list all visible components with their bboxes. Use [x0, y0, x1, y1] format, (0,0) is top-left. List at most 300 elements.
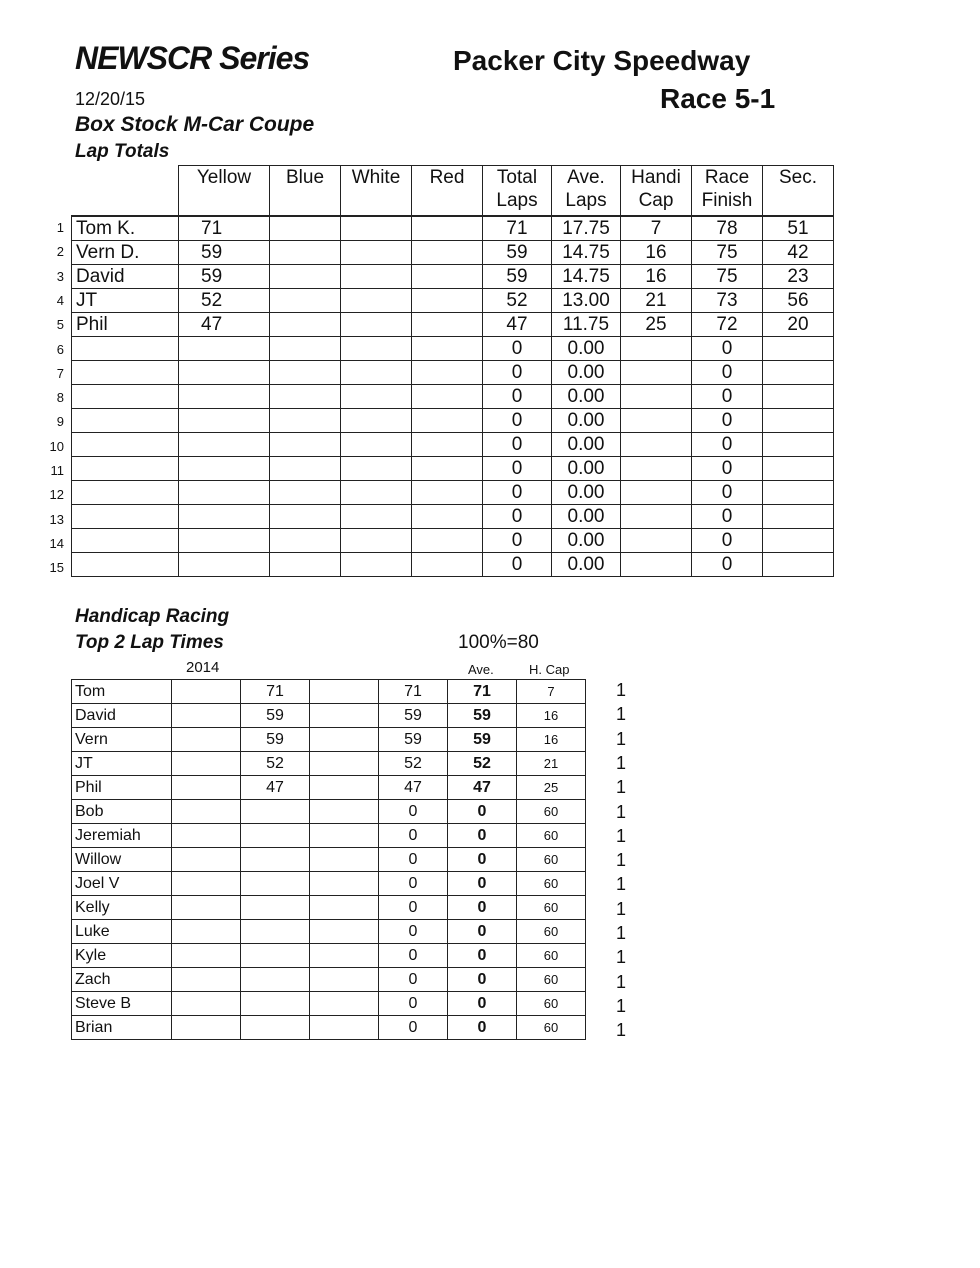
cell-sec: [763, 457, 834, 481]
cell-yellow: [179, 337, 270, 361]
hcell-c2: [241, 848, 310, 872]
cell-red: [412, 385, 483, 409]
cell-white: [341, 241, 412, 265]
hcell-ave: 0: [448, 800, 517, 824]
cell-total: 0: [483, 481, 552, 505]
row-number: 15: [49, 560, 64, 576]
handicap-row: [72, 752, 586, 776]
cell-yellow: [179, 457, 270, 481]
cell-ave: 0.00: [552, 481, 621, 505]
cell-yellow: [179, 505, 270, 529]
lap-totals-table: [71, 165, 834, 577]
cell-finish: 0: [692, 481, 763, 505]
hcell-hcap: 60: [517, 824, 586, 848]
cell-hcap: 25: [621, 313, 692, 337]
hcell-c2: [241, 968, 310, 992]
hcell-hcap: 60: [517, 920, 586, 944]
row-number: 7: [56, 365, 64, 381]
cell-finish: 75: [692, 265, 763, 289]
cell-blue: [270, 433, 341, 457]
cell-name: David: [72, 265, 179, 289]
hcell-name: David: [72, 704, 172, 728]
cell-blue: [270, 216, 341, 241]
cell-blue: [270, 457, 341, 481]
hcell-c3: [310, 752, 379, 776]
hcell-hcap: 16: [517, 704, 586, 728]
column-header: Race Finish: [692, 166, 763, 217]
row-number: 8: [56, 390, 64, 406]
section-title: Lap Totals: [75, 141, 170, 162]
cell-ave: 0.00: [552, 361, 621, 385]
cell-ave: 17.75: [552, 216, 621, 241]
cell-name: [72, 337, 179, 361]
row-number: 6: [56, 341, 64, 357]
cell-red: [412, 529, 483, 553]
hcell-name: Brian: [72, 1016, 172, 1040]
hcell-c1: [172, 992, 241, 1016]
cell-red: [412, 553, 483, 577]
table-row: [72, 337, 834, 361]
cell-sec: [763, 409, 834, 433]
hcell-ave: 71: [448, 680, 517, 704]
cell-finish: 0: [692, 433, 763, 457]
hcell-c4: 0: [379, 824, 448, 848]
cell-sec: 42: [763, 241, 834, 265]
lap-totals-header: [72, 166, 834, 217]
cell-ave: 0.00: [552, 337, 621, 361]
cell-ave: 0.00: [552, 433, 621, 457]
cell-white: [341, 216, 412, 241]
cell-sec: [763, 337, 834, 361]
table-row: [72, 361, 834, 385]
hcell-hcap: 21: [517, 752, 586, 776]
hcell-ave: 0: [448, 944, 517, 968]
cell-blue: [270, 505, 341, 529]
handicap-flag: 1: [616, 898, 627, 919]
hcell-c1: [172, 944, 241, 968]
cell-white: [341, 553, 412, 577]
cell-hcap: [621, 481, 692, 505]
hcell-name: Steve B: [72, 992, 172, 1016]
cell-yellow: 52: [179, 289, 270, 313]
handicap-row: [72, 704, 586, 728]
cell-ave: 11.75: [552, 313, 621, 337]
hcell-c1: [172, 848, 241, 872]
hcell-hcap: 16: [517, 728, 586, 752]
hcell-c4: 52: [379, 752, 448, 776]
cell-total: 0: [483, 337, 552, 361]
cell-name: [72, 505, 179, 529]
hcell-c1: [172, 896, 241, 920]
cell-white: [341, 481, 412, 505]
handicap-row: [72, 728, 586, 752]
cell-red: [412, 265, 483, 289]
table-row: [72, 216, 834, 241]
hcell-hcap: 60: [517, 848, 586, 872]
cell-white: [341, 505, 412, 529]
hcell-c1: [172, 824, 241, 848]
year-label: 2014: [186, 659, 220, 676]
handicap-flag: 1: [616, 752, 627, 773]
handicap-row: [72, 800, 586, 824]
handicap-flag: 1: [616, 728, 627, 749]
hcell-name: Joel V: [72, 872, 172, 896]
cell-yellow: 71: [179, 216, 270, 241]
series-logo: NEWSCR Series: [75, 40, 310, 76]
handicap-flag: 1: [616, 874, 627, 895]
hcell-name: Jeremiah: [72, 824, 172, 848]
row-number: 5: [56, 317, 64, 333]
cell-name: [72, 481, 179, 505]
cell-yellow: [179, 553, 270, 577]
cell-yellow: [179, 385, 270, 409]
cell-blue: [270, 289, 341, 313]
cell-name: Vern D.: [72, 241, 179, 265]
column-header: White: [341, 166, 412, 217]
cell-sec: [763, 433, 834, 457]
cell-total: 0: [483, 505, 552, 529]
hcell-ave: 0: [448, 896, 517, 920]
cell-total: 71: [483, 216, 552, 241]
cell-total: 0: [483, 385, 552, 409]
hcell-c4: 0: [379, 800, 448, 824]
cell-hcap: [621, 409, 692, 433]
handicap-row: [72, 1016, 586, 1040]
handicap-flag: 1: [616, 850, 627, 871]
cell-blue: [270, 361, 341, 385]
cell-ave: 0.00: [552, 505, 621, 529]
hcell-c2: [241, 944, 310, 968]
cell-finish: 0: [692, 385, 763, 409]
cell-sec: [763, 529, 834, 553]
handicap-row: [72, 920, 586, 944]
hcell-c4: 47: [379, 776, 448, 800]
cell-name: [72, 553, 179, 577]
column-header: [72, 166, 179, 217]
hcell-c1: [172, 776, 241, 800]
cell-name: [72, 385, 179, 409]
cell-red: [412, 505, 483, 529]
cell-finish: 73: [692, 289, 763, 313]
cell-blue: [270, 553, 341, 577]
handicap-row: [72, 992, 586, 1016]
hcell-hcap: 60: [517, 992, 586, 1016]
cell-white: [341, 313, 412, 337]
cell-red: [412, 457, 483, 481]
cell-finish: 0: [692, 529, 763, 553]
table-row: [72, 409, 834, 433]
cell-total: 59: [483, 265, 552, 289]
handicap-row: [72, 944, 586, 968]
cell-finish: 0: [692, 553, 763, 577]
cell-red: [412, 241, 483, 265]
race-label: Race 5-1: [660, 83, 776, 114]
hcell-c4: 0: [379, 896, 448, 920]
hcell-ave: 0: [448, 872, 517, 896]
cell-hcap: [621, 457, 692, 481]
cell-yellow: [179, 361, 270, 385]
hcell-c3: [310, 872, 379, 896]
table-row: [72, 457, 834, 481]
hcell-c3: [310, 1016, 379, 1040]
column-header: Handi Cap: [621, 166, 692, 217]
cell-total: 0: [483, 361, 552, 385]
hcell-c4: 59: [379, 704, 448, 728]
row-number: 3: [56, 268, 64, 284]
hcell-c2: 52: [241, 752, 310, 776]
hcell-c1: [172, 680, 241, 704]
table-row: [72, 385, 834, 409]
cell-sec: [763, 505, 834, 529]
handicap-flag: 1: [616, 704, 627, 725]
cell-red: [412, 313, 483, 337]
hcell-name: Vern: [72, 728, 172, 752]
hcell-c2: [241, 920, 310, 944]
cell-sec: [763, 385, 834, 409]
handicap-row: [72, 968, 586, 992]
hcell-c2: [241, 800, 310, 824]
handicap-flag: 1: [616, 777, 627, 798]
table-row: [72, 481, 834, 505]
hcell-ave: 0: [448, 1016, 517, 1040]
handicap-row: [72, 824, 586, 848]
hcell-name: JT: [72, 752, 172, 776]
cell-total: 0: [483, 409, 552, 433]
cell-finish: 0: [692, 505, 763, 529]
hcell-c4: 71: [379, 680, 448, 704]
cell-sec: 20: [763, 313, 834, 337]
row-number: 14: [49, 535, 64, 551]
cell-total: 0: [483, 529, 552, 553]
table-row: [72, 241, 834, 265]
cell-yellow: 47: [179, 313, 270, 337]
class-name: Box Stock M-Car Coupe: [75, 113, 315, 136]
hcell-c4: 59: [379, 728, 448, 752]
cell-name: [72, 361, 179, 385]
cell-red: [412, 216, 483, 241]
cell-blue: [270, 313, 341, 337]
table-row: [72, 553, 834, 577]
hcell-c3: [310, 824, 379, 848]
hcell-c3: [310, 992, 379, 1016]
ave-label: Ave.: [468, 662, 494, 677]
row-number: 12: [49, 487, 64, 503]
hcell-c3: [310, 728, 379, 752]
hcell-name: Tom: [72, 680, 172, 704]
hcell-name: Bob: [72, 800, 172, 824]
hcell-ave: 59: [448, 704, 517, 728]
cell-blue: [270, 241, 341, 265]
cell-red: [412, 481, 483, 505]
cell-hcap: [621, 337, 692, 361]
cell-name: JT: [72, 289, 179, 313]
cell-name: Tom K.: [72, 216, 179, 241]
handicap-formula: 100%=80: [458, 632, 539, 653]
cell-blue: [270, 409, 341, 433]
cell-white: [341, 457, 412, 481]
cell-blue: [270, 337, 341, 361]
hcell-c1: [172, 752, 241, 776]
row-number: 11: [50, 463, 64, 478]
cell-white: [341, 385, 412, 409]
hcell-c3: [310, 896, 379, 920]
hcell-name: Kelly: [72, 896, 172, 920]
cell-sec: [763, 481, 834, 505]
hcell-c1: [172, 800, 241, 824]
cell-total: 47: [483, 313, 552, 337]
cell-yellow: [179, 409, 270, 433]
handicap-row: [72, 776, 586, 800]
cell-total: 0: [483, 553, 552, 577]
column-header: Sec.: [763, 166, 834, 217]
hcell-name: Willow: [72, 848, 172, 872]
hcell-ave: 52: [448, 752, 517, 776]
cell-yellow: [179, 433, 270, 457]
cell-red: [412, 289, 483, 313]
row-number: 9: [56, 414, 64, 430]
cell-finish: 78: [692, 216, 763, 241]
cell-red: [412, 337, 483, 361]
cell-hcap: [621, 553, 692, 577]
table-row: [72, 265, 834, 289]
hcell-c3: [310, 704, 379, 728]
hcell-c3: [310, 920, 379, 944]
hcell-c1: [172, 728, 241, 752]
handicap-title: Handicap Racing: [75, 606, 230, 627]
cell-name: [72, 409, 179, 433]
hcell-name: Phil: [72, 776, 172, 800]
hcell-hcap: 60: [517, 872, 586, 896]
cell-name: [72, 529, 179, 553]
cell-blue: [270, 529, 341, 553]
hcell-ave: 47: [448, 776, 517, 800]
row-number: 2: [56, 244, 64, 260]
cell-white: [341, 265, 412, 289]
hcell-c1: [172, 1016, 241, 1040]
hcell-hcap: 60: [517, 968, 586, 992]
column-header: Red: [412, 166, 483, 217]
table-row: [72, 505, 834, 529]
hcell-c4: 0: [379, 920, 448, 944]
hcell-c1: [172, 872, 241, 896]
column-header: Blue: [270, 166, 341, 217]
hcell-c2: [241, 896, 310, 920]
hcell-c4: 0: [379, 992, 448, 1016]
cell-finish: 0: [692, 361, 763, 385]
hcell-c3: [310, 968, 379, 992]
hcell-c2: 59: [241, 728, 310, 752]
handicap-table: [71, 679, 586, 1040]
handicap-flag: 1: [616, 947, 627, 968]
handicap-flag: 1: [616, 923, 627, 943]
cell-white: [341, 361, 412, 385]
cell-ave: 14.75: [552, 241, 621, 265]
handicap-row: [72, 848, 586, 872]
cell-hcap: 7: [621, 216, 692, 241]
cell-white: [341, 529, 412, 553]
cell-red: [412, 409, 483, 433]
table-row: [72, 289, 834, 313]
hcell-hcap: 7: [517, 680, 586, 704]
cell-sec: 23: [763, 265, 834, 289]
cell-total: 0: [483, 433, 552, 457]
cell-finish: 0: [692, 457, 763, 481]
hcell-name: Luke: [72, 920, 172, 944]
cell-total: 52: [483, 289, 552, 313]
hcell-c2: [241, 992, 310, 1016]
hcell-c3: [310, 944, 379, 968]
hcell-c4: 0: [379, 872, 448, 896]
cell-finish: 75: [692, 241, 763, 265]
cell-red: [412, 433, 483, 457]
hcell-c3: [310, 776, 379, 800]
cell-hcap: 16: [621, 241, 692, 265]
cell-sec: [763, 553, 834, 577]
hcell-c3: [310, 848, 379, 872]
cell-yellow: [179, 529, 270, 553]
cell-hcap: [621, 361, 692, 385]
hcell-c1: [172, 704, 241, 728]
cell-white: [341, 433, 412, 457]
hcell-c2: [241, 872, 310, 896]
hcell-c4: 0: [379, 848, 448, 872]
cell-hcap: [621, 505, 692, 529]
handicap-row: [72, 680, 586, 704]
cell-finish: 0: [692, 337, 763, 361]
row-number: 4: [56, 292, 64, 308]
cell-white: [341, 289, 412, 313]
hcell-c2: 59: [241, 704, 310, 728]
cell-ave: 0.00: [552, 553, 621, 577]
hcell-hcap: 25: [517, 776, 586, 800]
table-row: [72, 433, 834, 457]
hcell-name: Kyle: [72, 944, 172, 968]
row-number: 10: [49, 438, 64, 454]
cell-ave: 14.75: [552, 265, 621, 289]
cell-sec: 51: [763, 216, 834, 241]
hcell-ave: 0: [448, 848, 517, 872]
cell-sec: 56: [763, 289, 834, 313]
hcell-c2: 71: [241, 680, 310, 704]
handicap-flag: 1: [616, 680, 627, 700]
hcell-ave: 0: [448, 920, 517, 944]
cell-hcap: [621, 529, 692, 553]
handicap-flag: 1: [616, 825, 627, 846]
cell-ave: 13.00: [552, 289, 621, 313]
cell-hcap: [621, 385, 692, 409]
table-row: [72, 529, 834, 553]
hcell-ave: 0: [448, 992, 517, 1016]
cell-yellow: [179, 481, 270, 505]
hcell-c2: [241, 1016, 310, 1040]
hcell-c3: [310, 680, 379, 704]
hcell-c1: [172, 968, 241, 992]
hcell-c4: 0: [379, 944, 448, 968]
cell-name: [72, 457, 179, 481]
cell-name: Phil: [72, 313, 179, 337]
column-header: Ave. Laps: [552, 166, 621, 217]
race-date: 12/20/15: [75, 89, 146, 109]
hcell-c2: 47: [241, 776, 310, 800]
cell-ave: 0.00: [552, 385, 621, 409]
handicap-flag: 1: [616, 1020, 627, 1041]
hcell-hcap: 60: [517, 896, 586, 920]
hcell-ave: 59: [448, 728, 517, 752]
hcell-ave: 0: [448, 824, 517, 848]
cell-finish: 0: [692, 409, 763, 433]
hcell-hcap: 60: [517, 944, 586, 968]
cell-finish: 72: [692, 313, 763, 337]
